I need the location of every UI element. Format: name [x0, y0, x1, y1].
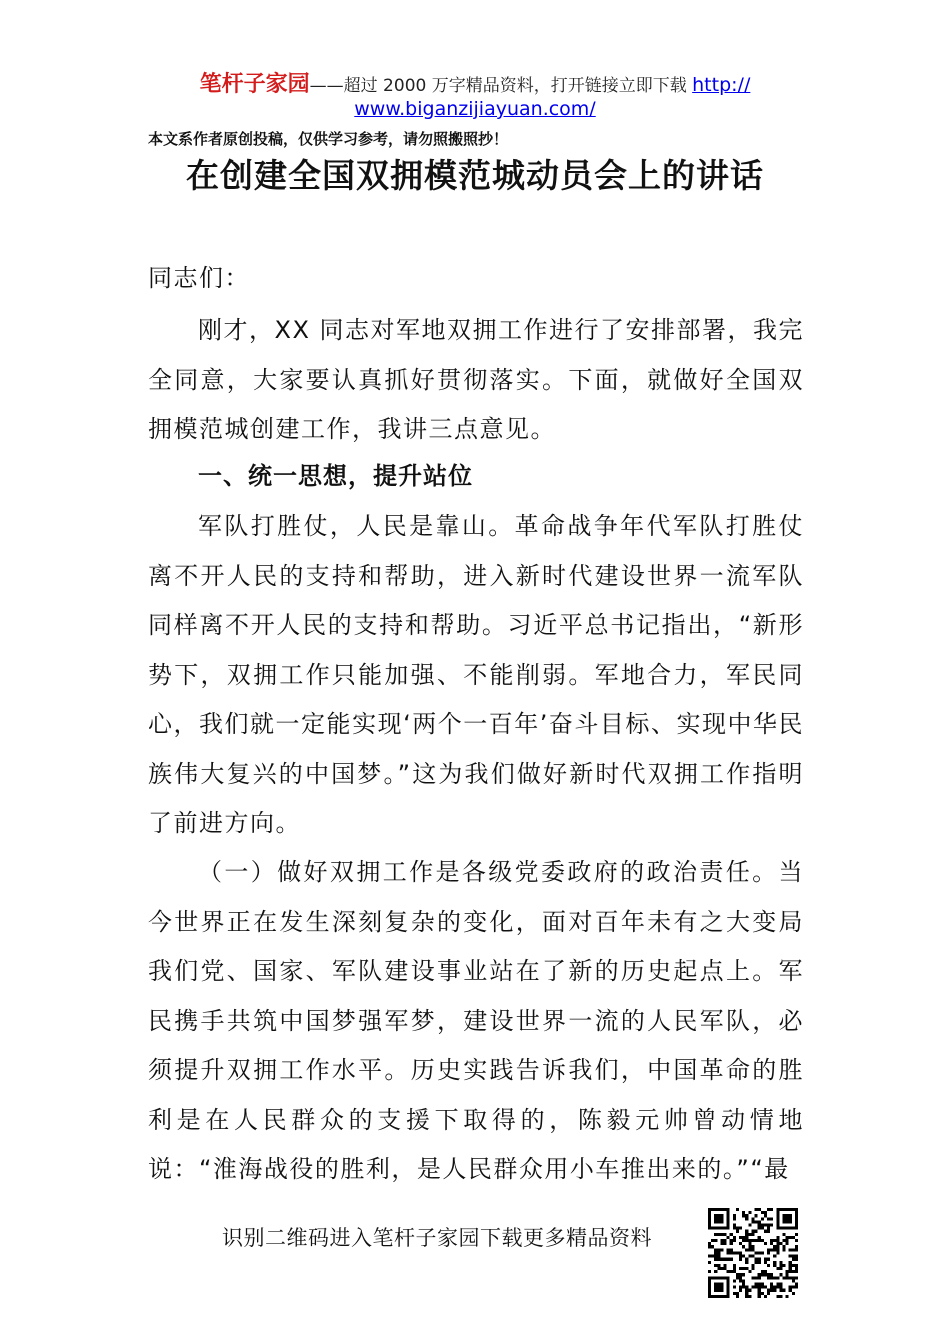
section-heading-1: 一、统一思想，提升站位 — [198, 462, 473, 490]
qr-code-icon[interactable] — [708, 1208, 798, 1298]
brand-name: 笔杆子家园 — [199, 72, 310, 97]
header-slogan: ——超过 2000 万字精品资料，打开链接立即下载 — [309, 76, 693, 96]
website-link-part1[interactable]: http:// — [692, 74, 751, 96]
copyright-notice: 本文系作者原创投稿，仅供学习参考，请勿照搬照抄！ — [148, 130, 509, 148]
salutation: 同志们： — [148, 264, 250, 292]
paragraph-2: 军队打胜仗，人民是靠山。革命战争年代军队打胜仗离不开人民的支持和帮助，进入新时代建设世界一流军队同样离不开人民的支持和帮助。习近平总书记指出，“新形势下，双拥工作只能加强、不能削弱。军地合力，军民同心，我们就一定能实现‘两个一百年’奋斗目标、实现中华民族伟大复兴的中国梦。”这为我们做好新时代双拥工作指明了前进方向。 — [148, 512, 804, 837]
header-link-line — [0, 98, 950, 120]
sub-heading-1: （一）做好双拥工作是各级党委政府的政治责任。 — [198, 858, 779, 886]
website-link-part2[interactable]: www.biganzijiayuan.com/ — [354, 98, 596, 120]
paragraph-3-body: 当今世界正在发生深刻复杂的变化，面对百年未有之大变局我们党、国家、军队建设事业站在了新的历史起点上。军民携手共筑中国梦强军梦，建设世界一流的人民军队，必须提升双拥工作水平。历史实践告诉我们，中国革命的胜利是在人民群众的支援下取得的，陈毅元帅曾动情地说：“淮海战役的胜利，是人民群众用小车推出来的。”“最 — [148, 858, 804, 1183]
document-title: 在创建全国双拥模范城动员会上的讲话 — [186, 156, 764, 195]
header-banner — [0, 72, 950, 99]
paragraph-3 — [148, 848, 804, 1195]
paragraph-1: 刚才，XX 同志对军地双拥工作进行了安排部署，我完全同意，大家要认真抓好贯彻落实。下面，就做好全国双拥模范城创建工作，我讲三点意见。 — [148, 316, 805, 443]
footer-caption: 识别二维码进入笔杆子家园下载更多精品资料 — [222, 1226, 652, 1250]
